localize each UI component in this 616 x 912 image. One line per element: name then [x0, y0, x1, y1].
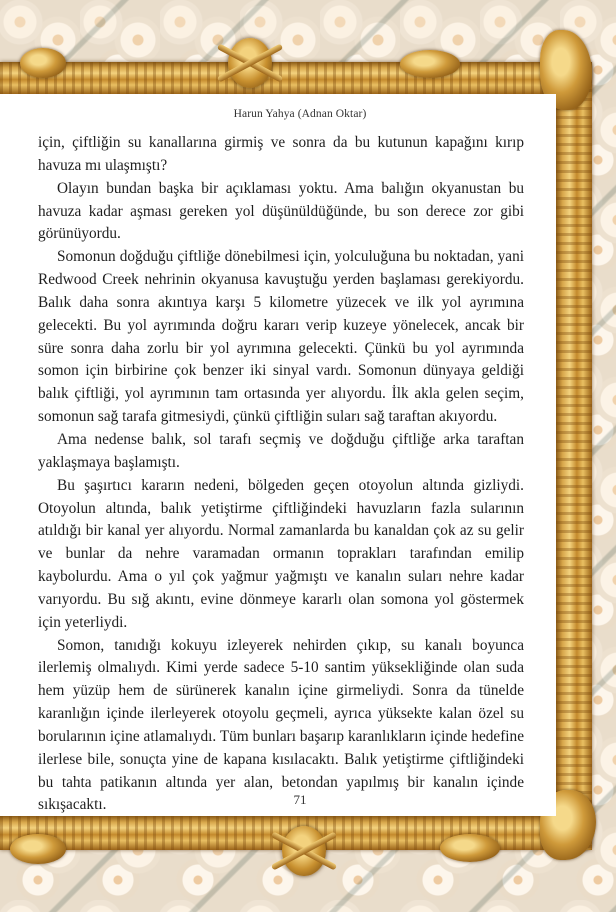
body-text: [38, 132, 524, 817]
frame-scroll-ornament: [10, 834, 66, 864]
paragraph: için, çiftliğin su kanallarına girmiş ve sonra da bu kutunun kapağını kırıp havuza mı ulaşmıştı?: [38, 134, 524, 174]
paragraph: Somonun doğduğu çiftliğe dönebilmesi için, yolculuğuna bu noktadan, yani Redwood Creek nehrinin okyanusa kavuştuğu yerden başlaması gerekiyordu. Balık daha sonra akıntıya karşı 5 kilometre yüzecek ve ilk yol ayrımına gelecekti. Bu yol ayrımında doğru kararı verip kuzeye yönelecek, ancak bir süre sonra daha zorlu bir yol ayrımına gelecekti. Çünkü bu yol ayrımında somon için birbirine çok benzer iki sinyal vardı. Somonun dünyaya geldiği balık çiftliği, yol ayrımının tam ortasında yer alıyordu. İlk akla gelen seçim, somonun sağ tarafa gitmesiydi, çünkü çiftliğin suları sağ taraftan akıyordu.: [38, 248, 524, 426]
gilded-frame-right: [556, 62, 592, 850]
paragraph: Olayın bundan başka bir açıklaması yoktu. Ama balığın okyanustan bu havuza kadar aşması gereken yol düşünüldüğünde, bu son derece zor gibi görünüyordu.: [38, 179, 524, 243]
frame-medallion-top: [228, 38, 272, 88]
frame-scroll-ornament: [440, 834, 500, 862]
paragraph: Ama nedense balık, sol tarafı seçmiş ve doğduğu çiftliğe arka taraftan yaklaşmaya başlamıştı.: [38, 430, 524, 471]
paragraph: Somon, tanıdığı kokuyu izleyerek nehirden çıkıp, su kanalı boyunca ilerlemiş olmalıydı. Kimi yerde sadece 5-10 santim yüksekliğinde olan suda hem yüzüp hem de sürünerek kanalın içine girmeliydi. Sonra da tünelde karanlığın içinde ilerleyerek otoyolu geçmeli, ayrıca yüksekte kalan özel su borularının içine atlamalıydı. Tüm bunları başarıp karanlıkların içinde hedefine ilerlese bile, sonuçta yine de kapana kısılacaktı. Balık yetiştirme çiftliğindeki bu tahta patikanın altında yer alan, betondan yapılmış bir kanalın içinde sıkışacaktı.: [38, 636, 524, 814]
page-number: 71: [293, 792, 307, 807]
gilded-frame-top: [0, 62, 592, 94]
paragraph: Bu şaşırtıcı kararın nedeni, bölgeden geçen otoyolun altında gizliydi. Otoyolun altında, balık yetiştirme çiftliğindeki havuzların fazla sularının atıldığı bir kanal yer alıyordu. Normal zamanlarda bu kanaldan çok az su gelir ve bunlar da nehre varamadan ormanın toprakları tarafından emilip kaybolurdu. Ama o yıl çok yağmur yağmıştı ve kanalın suları nehre kadar varıyordu. Bu sığ akıntı, evine dönmeye kararlı olan somona yol göstermek için yeterliydi.: [38, 476, 524, 631]
book-page: [0, 94, 556, 816]
frame-scroll-ornament: [20, 48, 66, 78]
frame-medallion-bottom: [282, 826, 326, 876]
running-head: Harun Yahya (Adnan Oktar): [233, 108, 367, 120]
frame-scroll-ornament: [400, 50, 460, 78]
